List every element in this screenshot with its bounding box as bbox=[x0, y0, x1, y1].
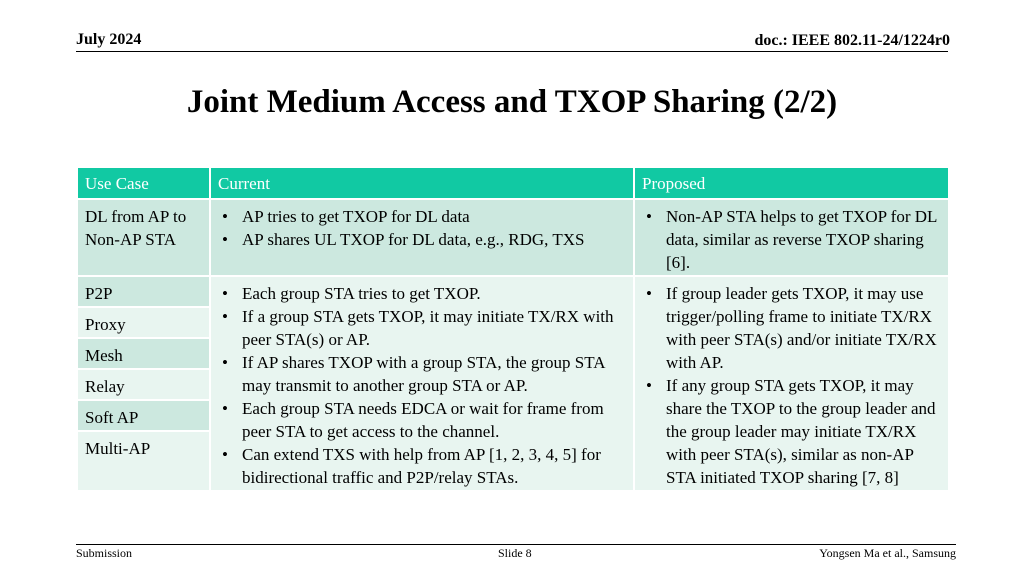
footer-slide-number: Slide 8 bbox=[498, 546, 532, 560]
proposed-cell bbox=[634, 276, 949, 491]
list-item: • If group leader gets TXOP, it may use trigger/polling frame to initiate TX/RX with peer STA(s) and/or initiate TX/RX with AP. bbox=[666, 282, 941, 374]
list-item: • If a group STA gets TXOP, it may initiate TX/RX with peer STA(s) or AP. bbox=[242, 305, 626, 351]
footer-authors: Yongsen Ma et al., Samsung bbox=[819, 546, 956, 560]
header-doc-id: doc.: IEEE 802.11-24/1224r0 bbox=[754, 32, 950, 49]
list-item: • AP tries to get TXOP for DL data bbox=[242, 205, 626, 228]
column-header-current: Current bbox=[210, 167, 634, 199]
table-header-row bbox=[77, 167, 949, 199]
column-header-proposed: Proposed bbox=[634, 167, 949, 199]
table-row bbox=[77, 199, 949, 276]
list-item: • Each group STA needs EDCA or wait for frame from peer STA to get access to the channel. bbox=[242, 397, 626, 443]
list-item: • Non-AP STA helps to get TXOP for DL data, similar as reverse TXOP sharing [6]. bbox=[666, 205, 941, 274]
table-row bbox=[77, 276, 949, 491]
list-item: • AP shares UL TXOP for DL data, e.g., RDG, TXS bbox=[242, 228, 626, 251]
current-list bbox=[218, 282, 626, 489]
list-item: • If AP shares TXOP with a group STA, the group STA may transmit to another group STA or AP. bbox=[242, 351, 626, 397]
slide-title: Joint Medium Access and TXOP Sharing (2/2) bbox=[186, 84, 838, 120]
current-cell bbox=[210, 276, 634, 491]
footer-submission: Submission bbox=[76, 546, 133, 560]
proposed-cell bbox=[634, 199, 949, 276]
use-case-relay: Relay bbox=[78, 370, 209, 401]
use-case-proxy: Proxy bbox=[78, 308, 209, 339]
list-item: • If any group STA gets TXOP, it may share the TXOP to the group leader and the group leader may initiate TX/RX with peer STA(s), similar as non-AP STA initiated TXOP sharing [7, 8] bbox=[666, 374, 941, 489]
use-case-table bbox=[76, 166, 950, 492]
header-divider bbox=[76, 51, 948, 52]
proposed-list bbox=[642, 205, 941, 274]
use-case-multi-ap: Multi-AP bbox=[78, 432, 209, 462]
use-case-soft-ap: Soft AP bbox=[78, 401, 209, 432]
column-header-use-case: Use Case bbox=[77, 167, 210, 199]
proposed-list bbox=[642, 282, 941, 489]
use-case-cell: DL from AP to Non-AP STA bbox=[77, 199, 210, 276]
use-case-mesh: Mesh bbox=[78, 339, 209, 370]
use-case-p2p: P2P bbox=[78, 277, 209, 308]
header-date: July 2024 bbox=[76, 31, 142, 48]
list-item: • Each group STA tries to get TXOP. bbox=[242, 282, 626, 305]
footer-divider bbox=[76, 544, 956, 545]
current-cell bbox=[210, 199, 634, 276]
current-list bbox=[218, 205, 626, 251]
list-item: • Can extend TXS with help from AP [1, 2, 3, 4, 5] for bidirectional traffic and P2P/relay STAs. bbox=[242, 443, 626, 489]
use-case-cell bbox=[77, 276, 210, 491]
